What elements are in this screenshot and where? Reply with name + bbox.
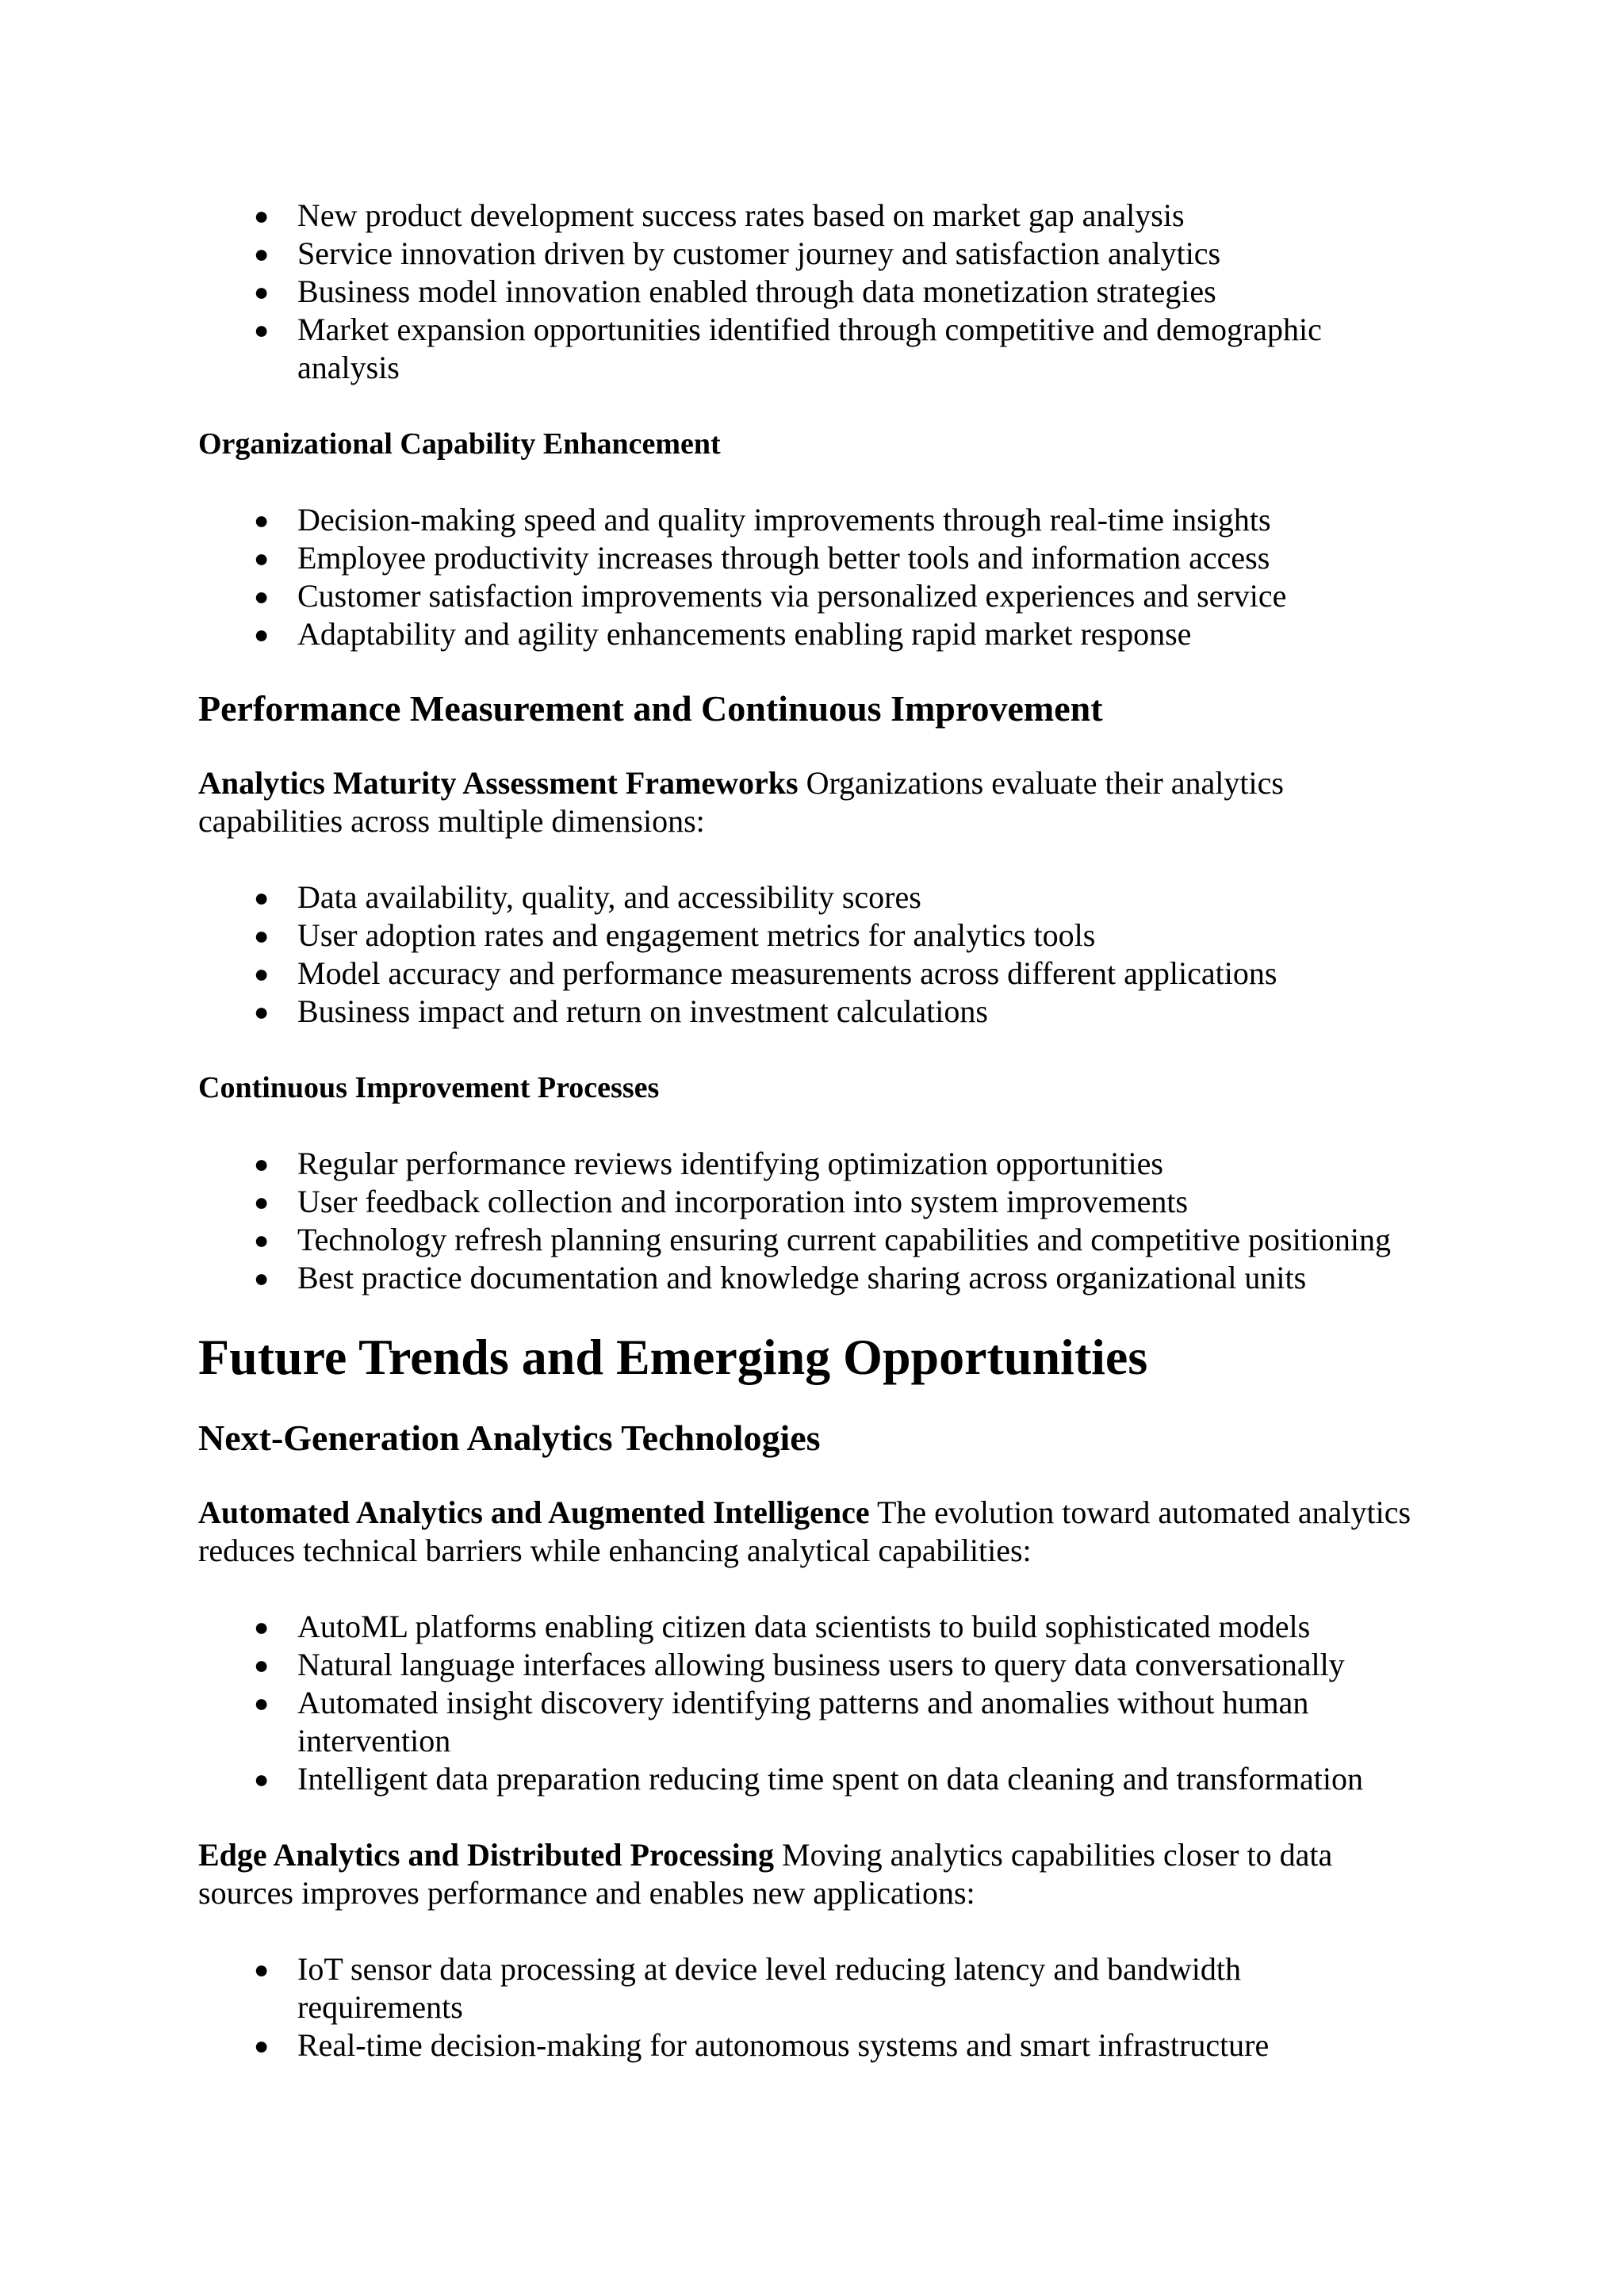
paragraph-automated: Automated Analytics and Augmented Intelligence The evolution toward automated analytics reduces technical barriers while enhancing analytical capabilities:	[198, 1494, 1411, 1568]
bullet-list-edge	[198, 1950, 1459, 2064]
bullet-icon: ●	[254, 277, 270, 306]
subheading-org-capability: Organizational Capability Enhancement	[198, 427, 721, 461]
bullet-icon: ●	[254, 1264, 270, 1292]
bullet-list-automated	[198, 1608, 1459, 1798]
list-item: ● Market expansion opportunities identified through competitive and demographic analysis	[254, 312, 1322, 385]
list-item: ● Decision-making speed and quality improvements through real-time insights	[254, 502, 1271, 538]
bullet-icon: ●	[254, 1689, 270, 1717]
list-item: ● Best practice documentation and knowledge sharing across organizational units	[254, 1260, 1307, 1295]
bullet-icon: ●	[254, 921, 270, 950]
bullet-icon: ●	[254, 1613, 270, 1641]
bullet-list-org-capability	[198, 501, 1459, 653]
list-item: ● Automated insight discovery identifying patterns and anomalies without human intervention	[254, 1685, 1309, 1758]
bullet-icon: ●	[254, 316, 270, 344]
section-heading-performance: Performance Measurement and Continuous Improvement	[198, 688, 1103, 729]
list-item: ● Adaptability and agility enhancements enabling rapid market response	[254, 616, 1192, 652]
list-item: ● Service innovation driven by customer journey and satisfaction analytics	[254, 235, 1221, 271]
subheading-continuous: Continuous Improvement Processes	[198, 1071, 660, 1104]
list-item: ● Regular performance reviews identifying optimization opportunities	[254, 1146, 1163, 1181]
bullet-icon: ●	[254, 997, 270, 1026]
bullet-icon: ●	[254, 544, 270, 572]
bullet-icon: ●	[254, 201, 270, 230]
bullet-icon: ●	[254, 582, 270, 610]
list-item: ● Customer satisfaction improvements via personalized experiences and service	[254, 578, 1287, 614]
bullet-icon: ●	[254, 1651, 270, 1679]
document-page	[198, 197, 1459, 2064]
list-item: ● Business model innovation enabled through data monetization strategies	[254, 274, 1216, 309]
paragraph-lead: Analytics Maturity Assessment Frameworks	[198, 765, 799, 801]
paragraph-edge: Edge Analytics and Distributed Processing Moving analytics capabilities closer to data sources improves performance and enables new applications:	[198, 1837, 1333, 1911]
bullet-icon: ●	[254, 883, 270, 912]
bullet-list-innovation	[198, 197, 1459, 387]
list-item: ● Natural language interfaces allowing business users to query data conversationally	[254, 1647, 1345, 1682]
bullet-icon: ●	[254, 1150, 270, 1178]
bullet-icon: ●	[254, 1765, 270, 1793]
bullet-icon: ●	[254, 1226, 270, 1254]
list-item: ● Real-time decision-making for autonomous systems and smart infrastructure	[254, 2027, 1270, 2063]
section-heading-next-gen: Next-Generation Analytics Technologies	[198, 1418, 821, 1458]
list-item: ● AutoML platforms enabling citizen data scientists to build sophisticated models	[254, 1609, 1311, 1644]
bullet-icon: ●	[254, 1955, 270, 1984]
list-item: ● New product development success rates based on market gap analysis	[254, 197, 1185, 233]
list-item: ● IoT sensor data processing at device level reducing latency and bandwidth requirements	[254, 1951, 1241, 2025]
bullet-icon: ●	[254, 1188, 270, 1216]
list-item: ● User adoption rates and engagement metrics for analytics tools	[254, 917, 1096, 953]
bullet-icon: ●	[254, 620, 270, 649]
bullet-icon: ●	[254, 2031, 270, 2060]
list-item: ● Technology refresh planning ensuring current capabilities and competitive positioning	[254, 1222, 1392, 1257]
list-item: ● Business impact and return on investment calculations	[254, 993, 988, 1029]
bullet-list-continuous	[198, 1145, 1459, 1297]
chapter-title-future: Future Trends and Emerging Opportunities	[198, 1329, 1148, 1385]
bullet-icon: ●	[254, 239, 270, 268]
list-item: ● Intelligent data preparation reducing time spent on data cleaning and transformation	[254, 1761, 1363, 1797]
bullet-icon: ●	[254, 506, 270, 534]
paragraph-lead: Automated Analytics and Augmented Intelligence	[198, 1494, 870, 1530]
list-item: ● Employee productivity increases through better tools and information access	[254, 540, 1270, 576]
list-item: ● Data availability, quality, and accessibility scores	[254, 879, 921, 915]
paragraph-lead: Edge Analytics and Distributed Processing	[198, 1837, 774, 1873]
list-item: ● Model accuracy and performance measurements across different applications	[254, 955, 1277, 991]
list-item: ● User feedback collection and incorporation into system improvements	[254, 1184, 1189, 1219]
paragraph-maturity: Analytics Maturity Assessment Frameworks Organizations evaluate their analytics capabilities across multiple dimensions:	[198, 765, 1284, 839]
bullet-icon: ●	[254, 959, 270, 988]
bullet-list-maturity	[198, 878, 1459, 1031]
